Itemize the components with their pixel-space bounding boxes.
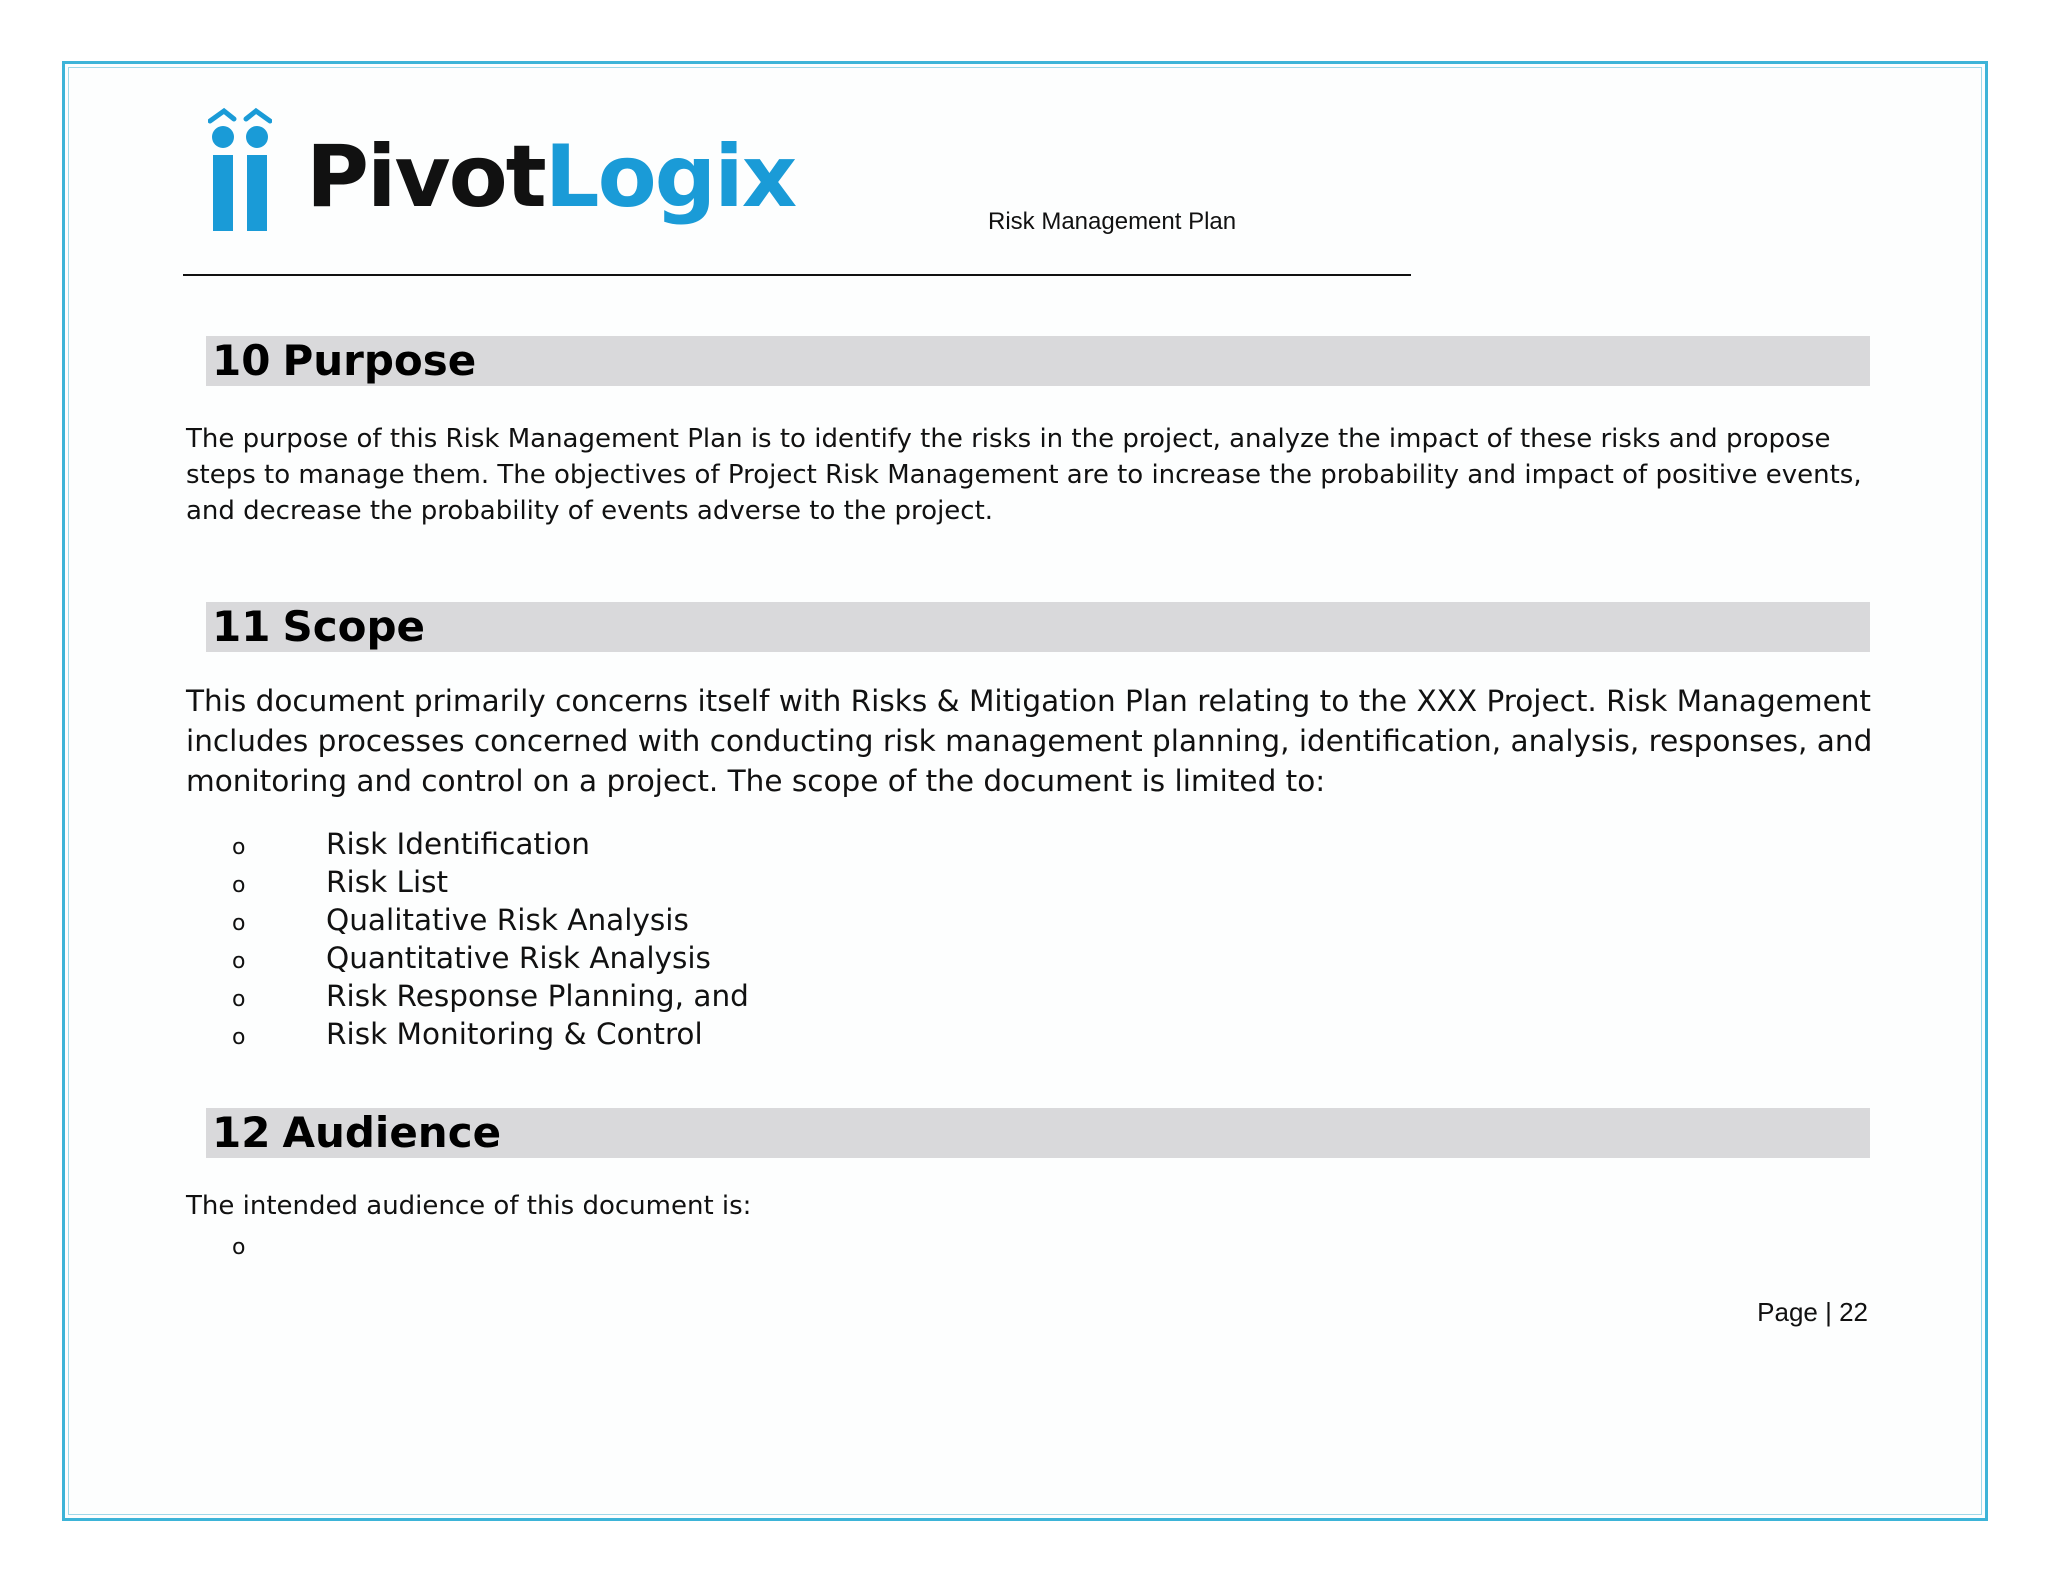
section-title: Purpose xyxy=(282,336,477,385)
section-title: Scope xyxy=(282,602,426,651)
company-logo xyxy=(208,98,795,238)
list-item-text: Qualitative Risk Analysis xyxy=(326,903,689,937)
hollow-bullet-icon: o xyxy=(232,873,246,898)
list-item xyxy=(232,941,749,979)
logo-text-dark: Pivot xyxy=(306,127,545,227)
audience-bullet-list xyxy=(232,1230,326,1265)
list-item-text: Risk Identification xyxy=(326,827,590,861)
list-item xyxy=(232,979,749,1017)
paragraph-line: This document primarily concerns itself with Risks & Mitigation Plan relating to the XXX Project. Risk Management xyxy=(186,684,1871,718)
paragraph-line: includes processes concerned with conducting risk management planning, identification, analysis, responses, and xyxy=(186,724,1873,758)
section-heading-purpose xyxy=(206,336,1870,386)
section-heading-audience xyxy=(206,1108,1870,1158)
hollow-bullet-icon: o xyxy=(232,1025,246,1050)
list-item xyxy=(232,865,749,903)
list-item xyxy=(232,1230,326,1265)
list-item xyxy=(232,1017,749,1055)
list-item-text: Risk Monitoring & Control xyxy=(326,1017,703,1051)
scope-paragraph xyxy=(186,681,1876,801)
section-number: 12 xyxy=(212,1108,271,1157)
header-document-title: Risk Management Plan xyxy=(988,208,1237,235)
two-people-logo-icon xyxy=(208,103,272,233)
paragraph-line: The purpose of this Risk Management Plan is to identify the risks in the project, analyze the impact of these risks and propose xyxy=(186,424,1831,454)
hollow-bullet-icon: o xyxy=(232,835,246,860)
paragraph-line: monitoring and control on a project. The scope of the document is limited to: xyxy=(186,764,1326,798)
hollow-bullet-icon: o xyxy=(232,949,246,974)
hollow-bullet-icon: o xyxy=(232,987,246,1012)
logo-text-blue: Logix xyxy=(544,127,796,227)
list-item xyxy=(232,827,749,865)
header-divider xyxy=(183,274,1411,276)
list-item-text: Risk Response Planning, and xyxy=(326,979,749,1013)
paragraph-line: and decrease the probability of events adverse to the project. xyxy=(186,496,994,526)
section-heading-scope xyxy=(206,602,1870,652)
page-number: Page | 22 xyxy=(1757,1297,1868,1327)
scope-bullet-list xyxy=(232,827,749,1055)
list-item-text: Risk List xyxy=(326,865,449,899)
section-number: 10 xyxy=(212,336,271,385)
section-title: Audience xyxy=(282,1108,502,1157)
hollow-bullet-icon: o xyxy=(232,1235,246,1260)
section-number: 11 xyxy=(212,602,271,651)
list-item xyxy=(232,903,749,941)
list-item-text: Quantitative Risk Analysis xyxy=(326,941,711,975)
paragraph-line: steps to manage them. The objectives of Project Risk Management are to increase the probability and impact of positive events, xyxy=(186,460,1862,490)
logo-wordmark xyxy=(306,127,796,227)
purpose-paragraph xyxy=(186,421,1876,529)
hollow-bullet-icon: o xyxy=(232,911,246,936)
audience-paragraph: The intended audience of this document is: xyxy=(186,1191,752,1221)
